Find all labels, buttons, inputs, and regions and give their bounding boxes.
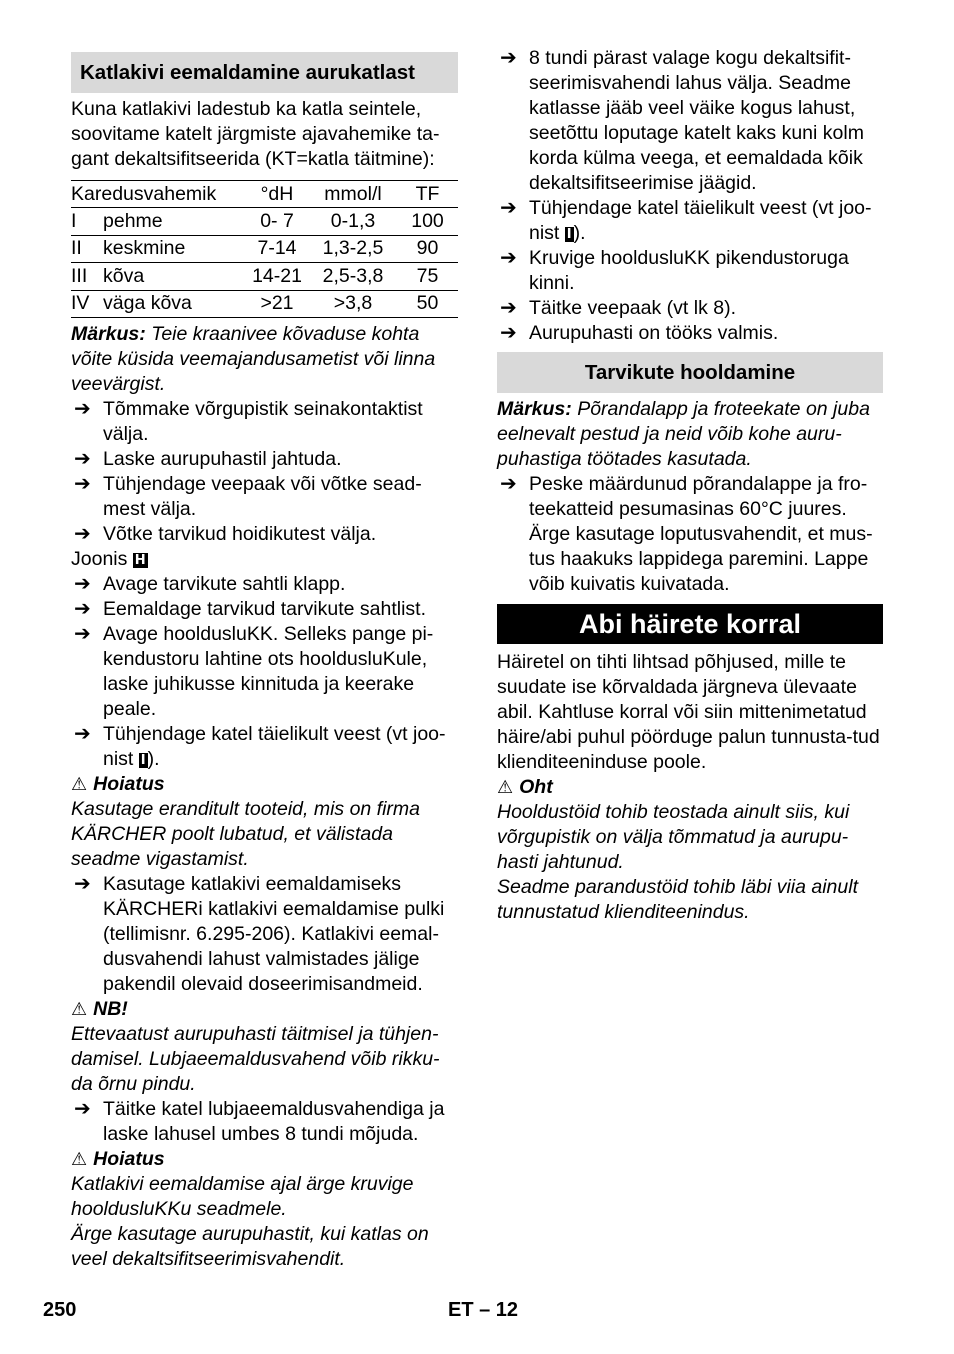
danger-text: Hooldustöid tohib teostada ainult siis, kui võrgupistik on välja tõmmatud ja aurupu-hasti jahtunud. xyxy=(497,801,850,873)
list-item xyxy=(71,472,458,522)
list-item xyxy=(497,321,883,346)
step-text-end: ). xyxy=(147,747,160,770)
warning-heading xyxy=(71,1147,458,1172)
table-cell: 100 xyxy=(397,208,458,235)
step-text: Tühjendage veepaak või võtke sead-mest välja. xyxy=(103,472,422,520)
table-cell: 0-1,3 xyxy=(309,208,397,235)
danger-title: Oht xyxy=(519,776,553,798)
note-text: Põrandalapp ja froteekate on juba eelnevalt pestud ja neid võib kohe auru-puhastiga töötades kasutada. xyxy=(497,398,870,470)
warning-text: Ettevaatust aurupuhasti täitmisel ja tühjen-damisel. Lubjaeemaldusvahend võib rikku-da õrnu pindu. xyxy=(71,1022,440,1095)
section-heading-accessory-care: Tarvikute hooldamine xyxy=(497,352,883,393)
list-item xyxy=(497,472,883,597)
step-text: Kasutage katlakivi eemaldamiseks KÄRCHERi katlakivi eemaldamise pulki (tellimisnr. 6.295-206). Katlakivi eemal-dusvahendi lahust valmistades jälige pakendil olevaid doseerimisandmeid. xyxy=(103,872,445,995)
figure-badge: I xyxy=(140,752,146,768)
table-cell: 50 xyxy=(397,290,458,317)
figure-badge: I xyxy=(566,227,572,242)
step-text: Tühjendage katel täielikult veest (vt joo-nist xyxy=(103,722,446,770)
arrow-right-icon: ➔ xyxy=(74,1097,91,1120)
table-header-cell: °dH xyxy=(245,181,309,208)
table-header-cell: mmol/l xyxy=(309,181,397,208)
danger-text: Seadme parandustöid tohib läbi viia ainult tunnustatud klienditeenindus. xyxy=(497,876,858,923)
table-cell: 14-21 xyxy=(245,263,309,290)
table-cell: >21 xyxy=(245,290,309,317)
step-text: Tõmmake võrgupistik seinakontaktist välja. xyxy=(103,397,423,445)
page-number: 250 xyxy=(43,1299,77,1321)
arrow-right-icon: ➔ xyxy=(500,247,517,269)
step-text: Avage tarvikute sahtli klapp. xyxy=(103,572,346,595)
chapter-heading-troubleshooting: Abi häirete korral xyxy=(497,604,883,644)
list-item xyxy=(497,196,883,246)
arrow-right-icon: ➔ xyxy=(74,472,91,495)
warning-text: Ärge kasutage aurupuhastit, kui katlas on veel dekaltsifitseerimisvahendit. xyxy=(71,1222,429,1270)
table-header-cell: Karedusvahemik xyxy=(71,181,245,208)
table-cell: 2,5-3,8 xyxy=(309,263,397,290)
left-column xyxy=(71,46,458,1272)
arrow-right-icon: ➔ xyxy=(500,473,517,495)
section-heading-descaling: Katlakivi eemaldamine aurukatlast xyxy=(71,52,458,93)
table-cell: 0- 7 xyxy=(245,208,309,235)
warning-triangle-icon: ⚠ xyxy=(497,777,514,797)
table-row xyxy=(71,208,458,235)
danger-heading xyxy=(497,775,883,800)
table-header-row xyxy=(71,181,458,208)
step-text: Kruvige hooldusluKK pikendustoruga kinni. xyxy=(529,247,849,294)
step-text: Täitke veepaak (vt lk 8). xyxy=(529,297,736,319)
section-footer: ET – 12 xyxy=(448,1299,519,1321)
step-text: 8 tundi pärast valage kogu dekaltsifit-seerimisvahendi lahus välja. Seadme katlasse jääb veel väike kogus lahust, seetõttu loputage katelt kaks kuni kolm korda külma veega, et eemaldada kõik dekaltsifitseerimise jäägid. xyxy=(529,47,864,194)
table-row xyxy=(71,290,458,317)
table-cell: 7-14 xyxy=(245,235,309,262)
warning-heading xyxy=(71,997,458,1022)
table-cell: 1,3-2,5 xyxy=(309,235,397,262)
troubleshooting-intro: Häiretel on tihti lihtsad põhjused, mille te suudate ise kõrvaldada järgneva ülevaate abil. Kahtluse korral või siin mittenimetatud häire/abi puhul pöörduge palun tunnusta-tud klienditeeninduse poole. xyxy=(497,651,880,773)
table-row xyxy=(71,235,458,262)
list-item xyxy=(71,622,458,722)
warning-triangle-icon: ⚠ xyxy=(71,1148,88,1169)
note-label: Märkus: xyxy=(497,398,572,420)
arrow-right-icon: ➔ xyxy=(500,322,517,344)
note-water-hardness xyxy=(71,322,458,397)
hardness-table xyxy=(71,180,458,318)
note-label: Märkus: xyxy=(71,322,146,345)
arrow-right-icon: ➔ xyxy=(74,572,91,595)
arrow-right-icon: ➔ xyxy=(74,872,91,895)
table-cell: >3,8 xyxy=(309,290,397,317)
table-cell: III xyxy=(71,263,103,290)
step-text: Aurupuhasti on tööks valmis. xyxy=(529,322,779,344)
list-item xyxy=(71,572,458,597)
figure-badge: H xyxy=(134,552,146,568)
table-cell: 75 xyxy=(397,263,458,290)
list-item xyxy=(497,46,883,196)
list-item xyxy=(71,397,458,447)
arrow-right-icon: ➔ xyxy=(74,597,91,620)
descaling-intro: Kuna katlakivi ladestub ka katla seintele, soovitame katelt järgmiste ajavahemike ta-gant dekaltsifitseerida (KT=katla täitmine): xyxy=(71,98,440,170)
warning-text: Katlakivi eemaldamise ajal ärge kruvige hooldusluKKu seadmele. xyxy=(71,1172,414,1220)
list-item xyxy=(71,522,458,547)
step-text: Peske määrdunud põrandalappe ja fro-teekatteid pesumasinas 60°C juures. Ärge kasutage loputusvahendit, et mus-tus haakuks lappidega paremini. Lappe võib kuivatis kuivatada. xyxy=(529,473,873,595)
arrow-right-icon: ➔ xyxy=(74,397,91,420)
warning-heading xyxy=(71,772,458,797)
table-cell: II xyxy=(71,235,103,262)
warning-text: Kasutage eranditult tooteid, mis on firma KÄRCHER poolt lubatud, et välistada seadme vigastamist. xyxy=(71,797,421,870)
step-text: Laske aurupuhastil jahtuda. xyxy=(103,447,342,470)
table-cell: keskmine xyxy=(103,235,245,262)
right-column xyxy=(497,46,883,925)
table-cell: IV xyxy=(71,290,103,317)
arrow-right-icon: ➔ xyxy=(500,297,517,319)
step-text: Eemaldage tarvikud tarvikute sahtlist. xyxy=(103,597,426,620)
list-item xyxy=(497,246,883,296)
arrow-right-icon: ➔ xyxy=(500,47,517,69)
list-item xyxy=(497,296,883,321)
arrow-right-icon: ➔ xyxy=(74,722,91,745)
list-item xyxy=(71,447,458,472)
table-cell: pehme xyxy=(103,208,245,235)
table-header-cell: TF xyxy=(397,181,458,208)
list-item xyxy=(71,872,458,997)
list-item xyxy=(71,1097,458,1147)
arrow-right-icon: ➔ xyxy=(74,447,91,470)
table-cell: 90 xyxy=(397,235,458,262)
step-text-end: ). xyxy=(573,222,586,244)
list-item xyxy=(71,722,458,772)
warning-triangle-icon: ⚠ xyxy=(71,773,88,794)
figure-reference xyxy=(71,547,458,572)
warning-title: Hoiatus xyxy=(93,772,165,795)
list-item xyxy=(71,597,458,622)
warning-title: NB! xyxy=(93,997,128,1020)
table-cell: I xyxy=(71,208,103,235)
warning-triangle-icon: ⚠ xyxy=(71,998,88,1019)
step-text: Võtke tarvikud hoidikutest välja. xyxy=(103,522,377,545)
figure-label: Joonis xyxy=(71,547,128,570)
warning-title: Hoiatus xyxy=(93,1147,165,1170)
table-row xyxy=(71,263,458,290)
arrow-right-icon: ➔ xyxy=(74,522,91,545)
arrow-right-icon: ➔ xyxy=(500,197,517,219)
step-text: Avage hooldusluKK. Selleks pange pi-kendustoru lahtine ots hooldusluKule, laske juhikusse kinnituda ja keerake peale. xyxy=(103,622,434,720)
arrow-right-icon: ➔ xyxy=(74,622,91,645)
note-text: Teie kraanivee kõvaduse kohta võite küsida veemajandusametist või linna veevärgist. xyxy=(71,322,436,395)
note-accessories xyxy=(497,397,883,472)
step-text: Täitke katel lubjaeemaldusvahendiga ja laske lahusel umbes 8 tundi mõjuda. xyxy=(103,1097,445,1145)
table-cell: väga kõva xyxy=(103,290,245,317)
table-cell: kõva xyxy=(103,263,245,290)
step-text: Tühjendage katel täielikult veest (vt joo-nist xyxy=(529,197,872,244)
